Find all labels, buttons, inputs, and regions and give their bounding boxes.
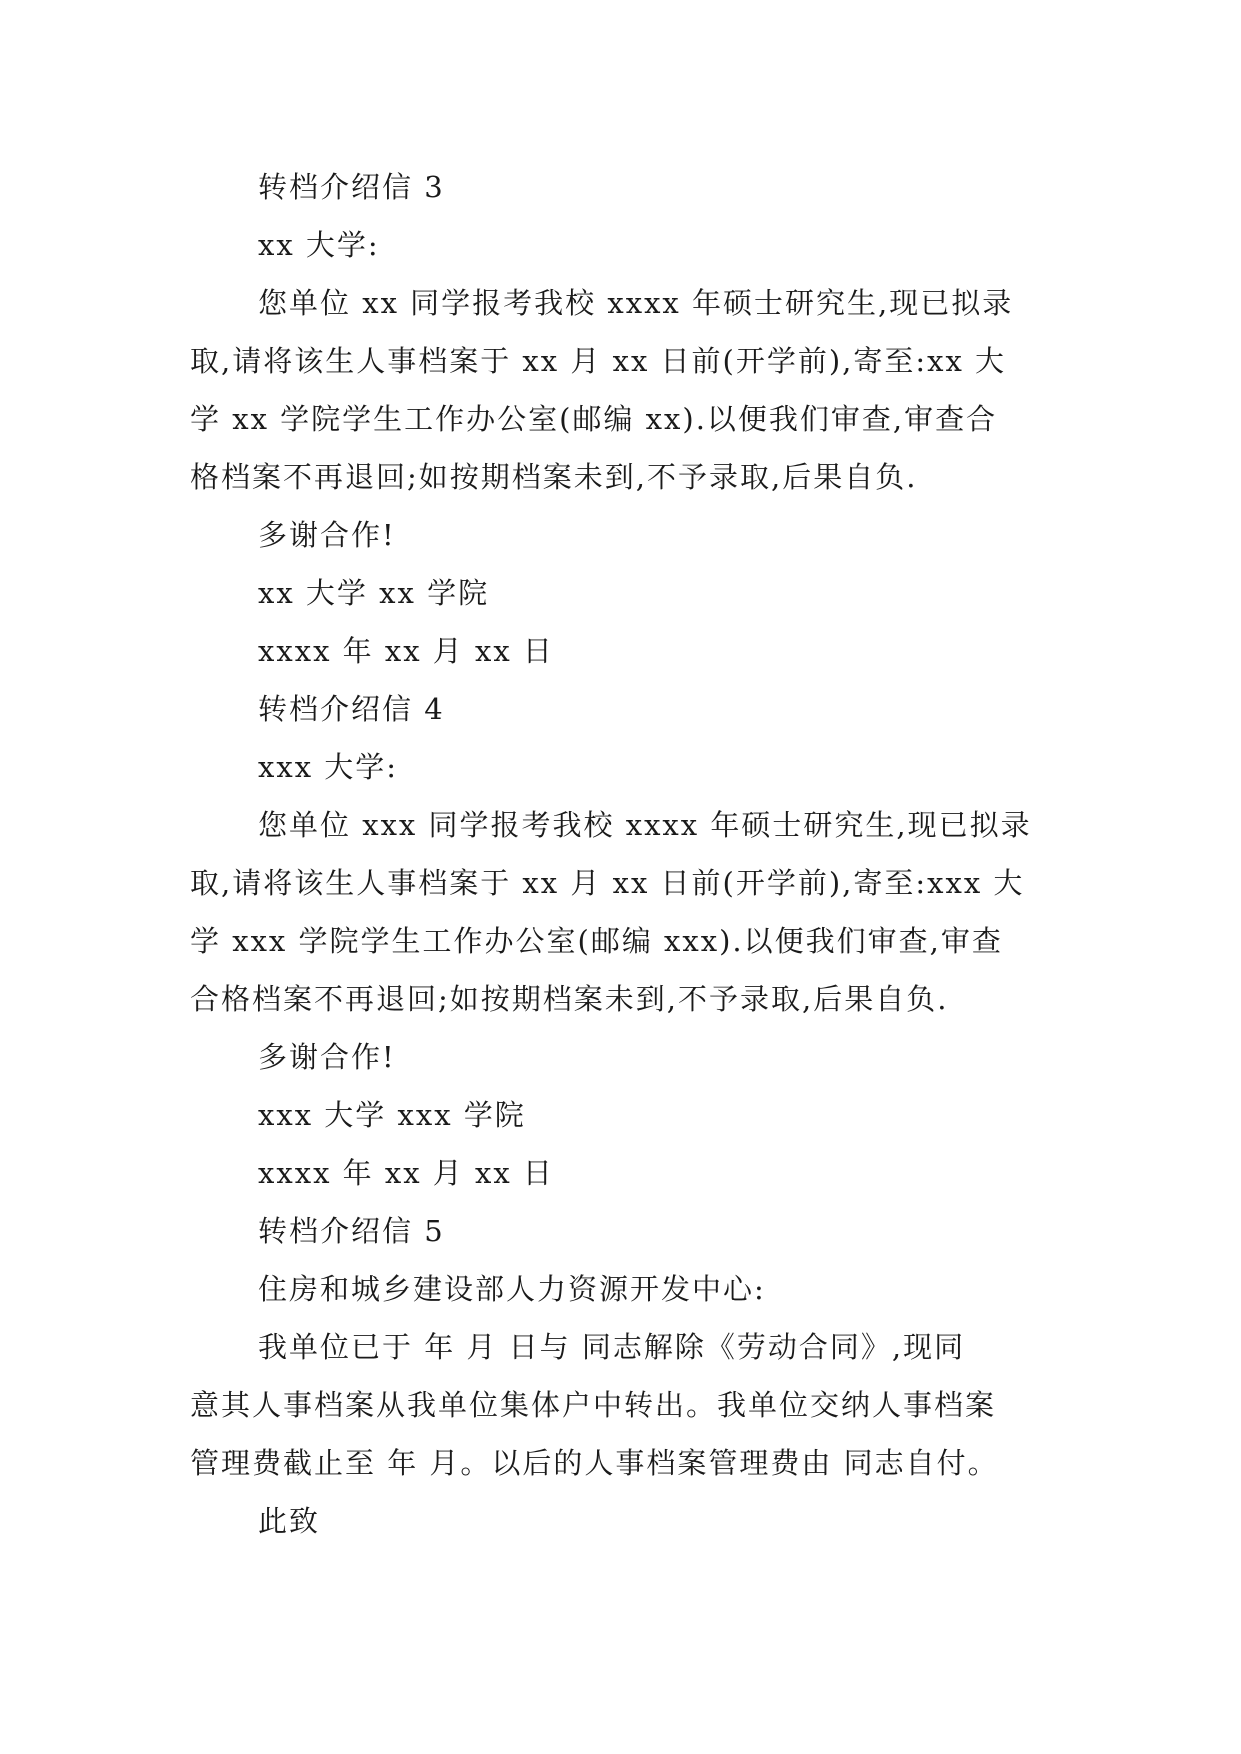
- letter-date: xxxx 年 xx 月 xx 日: [258, 1156, 554, 1190]
- document-page: [190, 158, 1060, 1550]
- body-line: 格档案不再退回;如按期档案未到,不予录取,后果自负.: [190, 460, 918, 494]
- letter-title: 转档介绍信 4: [258, 692, 445, 726]
- letter-thanks: 多谢合作!: [258, 518, 396, 552]
- letter-signature: xx 大学 xx 学院: [258, 576, 490, 610]
- letter-signature: xxx 大学 xxx 学院: [258, 1098, 526, 1132]
- letter-title: 转档介绍信 3: [258, 170, 445, 204]
- letter-title: 转档介绍信 5: [258, 1214, 445, 1248]
- body-line: 您单位 xxx 同学报考我校 xxxx 年硕士研究生,现已拟录: [258, 808, 1032, 842]
- body-line: 取,请将该生人事档案于 xx 月 xx 日前(开学前),寄至:xx 大: [190, 344, 1007, 378]
- body-line: 管理费截止至 年 月。以后的人事档案管理费由 同志自付。: [190, 1446, 999, 1480]
- body-line: 合格档案不再退回;如按期档案未到,不予录取,后果自负.: [190, 982, 949, 1016]
- letter-thanks: 多谢合作!: [258, 1040, 396, 1074]
- letter-salutation: xxx 大学:: [258, 750, 399, 784]
- body-line: 取,请将该生人事档案于 xx 月 xx 日前(开学前),寄至:xxx 大: [190, 866, 1025, 900]
- body-line: 我单位已于 年 月 日与 同志解除《劳动合同》,现同: [258, 1330, 966, 1364]
- letter-salutation: 住房和城乡建设部人力资源开发中心:: [258, 1272, 766, 1306]
- letter-date: xxxx 年 xx 月 xx 日: [258, 634, 554, 668]
- letter-closing: 此致: [258, 1504, 321, 1538]
- body-line: 学 xx 学院学生工作办公室(邮编 xx).以便我们审查,审查合: [190, 402, 998, 436]
- body-line: 意其人事档案从我单位集体户中转出。我单位交纳人事档案: [190, 1388, 997, 1422]
- body-line: 学 xxx 学院学生工作办公室(邮编 xxx).以便我们审查,审查: [190, 924, 1003, 958]
- body-line: 您单位 xx 同学报考我校 xxxx 年硕士研究生,现已拟录: [258, 286, 1014, 320]
- letter-salutation: xx 大学:: [258, 228, 380, 262]
